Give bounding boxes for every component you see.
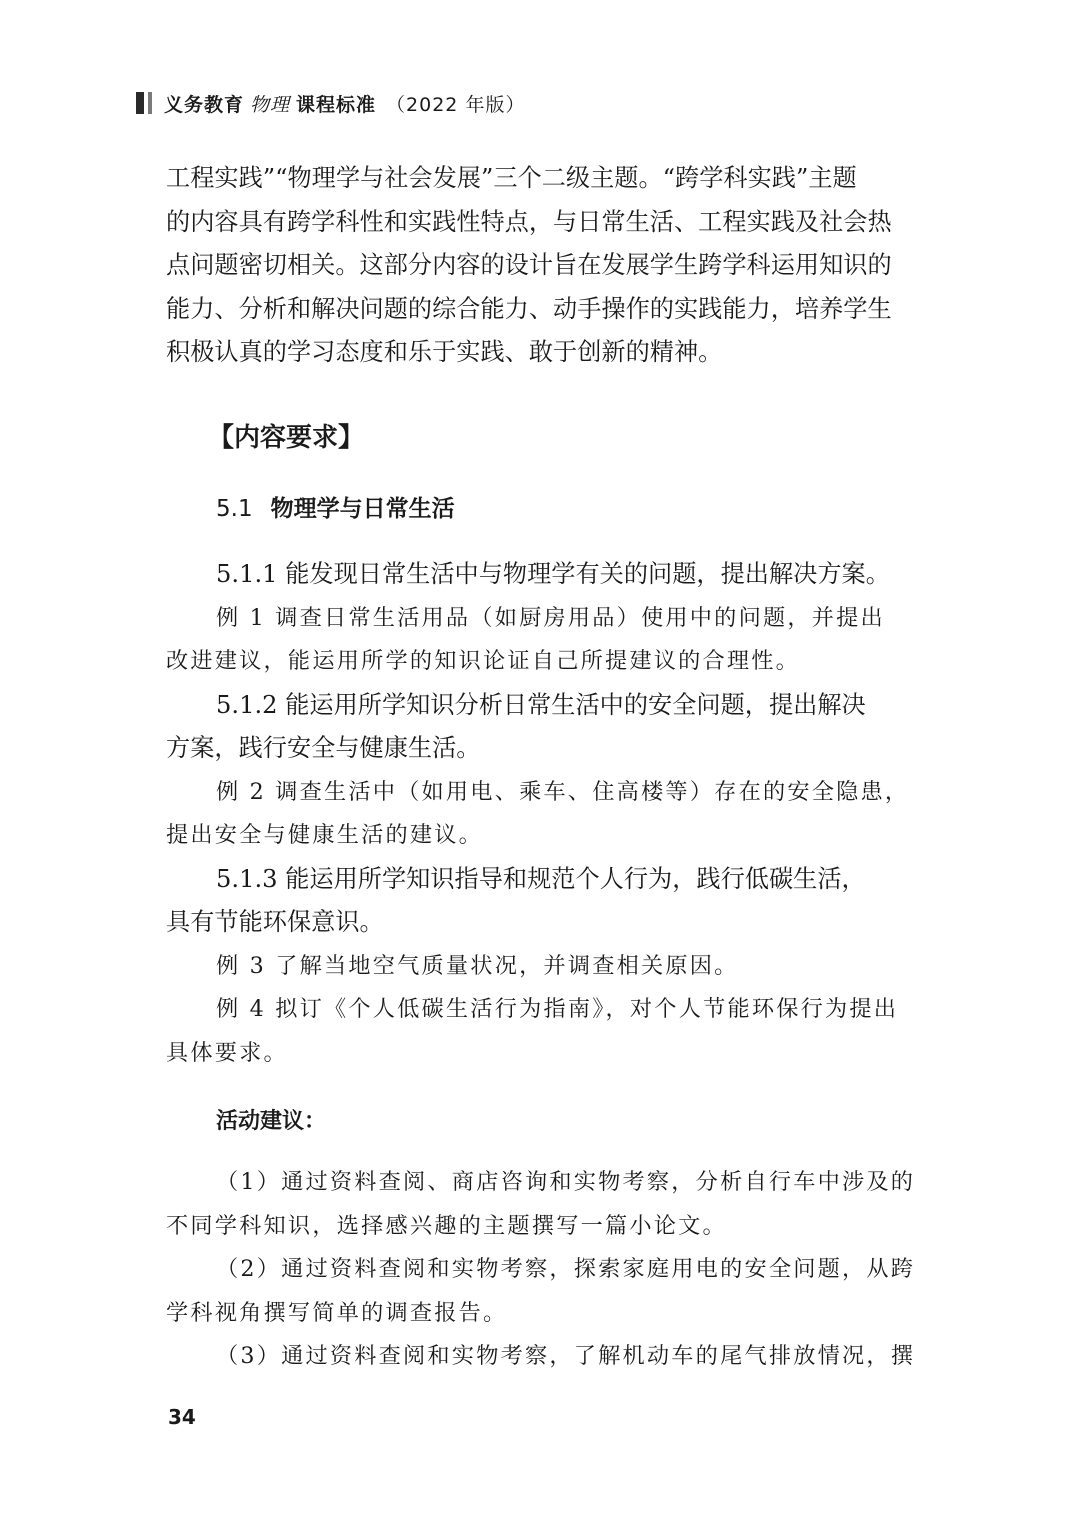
subsection-heading <box>216 490 455 523</box>
requirement-line: 5.1.1 能发现日常生活中与物理学有关的问题，提出解决方案。 <box>216 560 890 588</box>
example-line: 例 4 拟订《个人低碳生活行为指南》，对个人节能环保行为提出 <box>216 996 899 1022</box>
subsection-title: 物理学与日常生活 <box>270 496 455 522</box>
activity-2 <box>166 1248 922 1335</box>
requirement-line: 具有节能环保意识。 <box>166 908 384 936</box>
header-edition: （2022 年版） <box>386 93 526 116</box>
header-part3: 课程标准 <box>296 93 377 116</box>
activity-3 <box>166 1335 922 1379</box>
example-3 <box>166 945 922 989</box>
intro-line: 点问题密切相关。这部分内容的设计旨在发展学生跨学科运用知识的 <box>166 251 892 279</box>
requirement-line: 方案，践行安全与健康生活。 <box>166 734 481 762</box>
header-bars-icon <box>136 92 152 114</box>
intro-line: 工程实践”“物理学与社会发展”三个二级主题。“跨学科实践”主题 <box>166 164 857 192</box>
requirement-5-1-2 <box>166 684 922 771</box>
example-line: 具体要求。 <box>166 1039 288 1066</box>
subsection-number: 5.1 <box>216 496 253 522</box>
example-line: 提出安全与健康生活的建议。 <box>166 822 484 848</box>
activity-heading: 活动建议： <box>216 1109 327 1134</box>
example-line: 改进建议，能运用所学的知识论证自己所提建议的合理性。 <box>166 648 801 674</box>
requirement-5-1-1 <box>166 553 922 597</box>
activity-line: （1）通过资料查阅、商店咨询和实物考察，分析自行车中涉及的 <box>216 1169 916 1195</box>
example-line: 例 1 调查日常生活用品（如厨房用品）使用中的问题，并提出 <box>216 604 885 631</box>
header-title <box>164 90 525 117</box>
intro-paragraph <box>166 157 922 375</box>
header-part1: 义务教育 <box>164 93 245 116</box>
activity-line: 不同学科知识，选择感兴趣的主题撰写一篇小论文。 <box>166 1212 727 1239</box>
example-line: 例 3 了解当地空气质量状况，并调查相关原因。 <box>216 952 739 979</box>
activity-line: （2）通过资料查阅和实物考察，探索家庭用电的安全问题，从跨 <box>216 1256 916 1282</box>
header-part2: 物理 <box>250 93 291 116</box>
activity-line: （3）通过资料查阅和实物考察，了解机动车的尾气排放情况，撰 <box>216 1343 916 1369</box>
requirement-line: 5.1.3 能运用所学知识指导和规范个人行为，践行低碳生活， <box>216 864 866 893</box>
intro-line: 能力、分析和解决问题的综合能力、动手操作的实践能力，培养学生 <box>166 294 892 323</box>
example-2 <box>166 771 922 858</box>
example-line: 例 2 调查生活中（如用电、乘车、住高楼等）存在的安全隐患， <box>216 778 910 805</box>
requirements-list <box>166 553 922 1075</box>
requirement-5-1-3 <box>166 858 922 945</box>
intro-line: 的内容具有跨学科性和实践性特点，与日常生活、工程实践及社会热 <box>166 207 892 236</box>
requirement-line: 5.1.2 能运用所学知识分析日常生活中的安全问题，提出解决 <box>216 690 866 719</box>
activities-list <box>166 1161 922 1379</box>
example-1 <box>166 597 922 684</box>
section-heading: 【内容要求】 <box>208 423 365 453</box>
running-header <box>136 88 525 118</box>
activity-1 <box>166 1161 922 1248</box>
example-4 <box>166 988 922 1075</box>
page-number: 34 <box>168 1405 196 1429</box>
intro-line: 积极认真的学习态度和乐于实践、敢于创新的精神。 <box>166 338 723 366</box>
activity-line: 学科视角撰写简单的调查报告。 <box>166 1299 508 1326</box>
